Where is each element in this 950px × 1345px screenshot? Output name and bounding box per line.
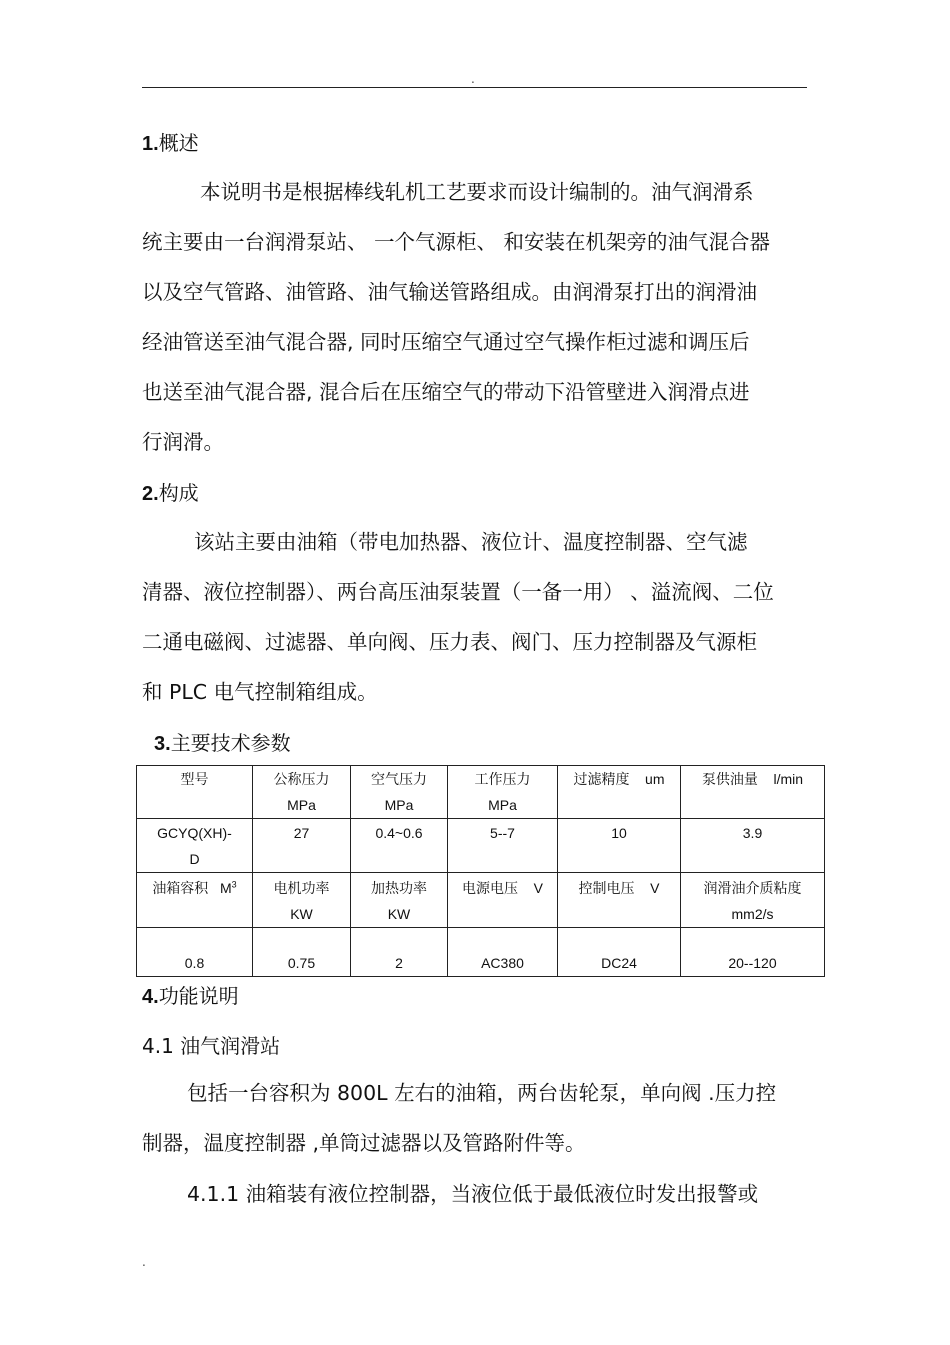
paragraph-line: 4.1.1 油箱装有液位控制器，当液位低于最低液位时发出报警或 (187, 1182, 759, 1206)
section-number: 4. (142, 986, 159, 1008)
section-1-heading (142, 131, 199, 156)
section-title: 功能说明 (158, 984, 239, 1008)
paragraph-line: 统主要由一台润滑泵站、 一个气源柜、 和安装在机架旁的油气混合器 (142, 230, 771, 254)
table-cell: 型号 (137, 766, 253, 819)
header-mark: . (471, 72, 475, 86)
section-4-heading (142, 984, 239, 1009)
table-cell: 20--120 (681, 928, 825, 977)
table-row (137, 873, 825, 928)
paragraph-line: 行润滑。 (142, 430, 224, 454)
section-3-heading (154, 731, 291, 756)
table-cell: 公称压力 MPa (253, 766, 351, 819)
paragraph-line: 包括一台容积为 800L 左右的油箱，两台齿轮泵，单向阀 .压力控 (187, 1081, 777, 1105)
table-cell: 工作压力 MPa (448, 766, 558, 819)
section-number: 3. (154, 733, 171, 755)
section-title: 主要技术参数 (170, 731, 291, 755)
table-cell: 3.9 (681, 819, 825, 873)
paragraph-line: 以及空气管路、油管路、油气输送管路组成。由润滑泵打出的润滑油 (142, 280, 757, 304)
table-row (137, 819, 825, 873)
table-cell: 空气压力 MPa (351, 766, 448, 819)
table-cell: 泵供油量 l/min (681, 766, 825, 819)
table-cell: 0.4~0.6 (351, 819, 448, 873)
table-row (137, 766, 825, 819)
table-cell: 油箱容积 $M^3$ (137, 873, 253, 928)
table-cell: AC380 (448, 928, 558, 977)
section-number: 1. (142, 133, 159, 155)
section-title: 概述 (158, 131, 199, 155)
table-cell: 电机功率 KW (253, 873, 351, 928)
table-cell: 0.75 (253, 928, 351, 977)
paragraph-line: 该站主要由油箱（带电加热器、液位计、温度控制器、空气滤 (194, 530, 748, 554)
table-cell: 0.8 (137, 928, 253, 977)
footer-mark: . (142, 1255, 146, 1269)
parameters-table (136, 765, 825, 977)
paragraph-line: 本说明书是根据棒线轧机工艺要求而设计编制的。油气润滑系 (200, 180, 754, 204)
table-cell: 润滑油介质粘度 mm2/s (681, 873, 825, 928)
table-cell: 27 (253, 819, 351, 873)
paragraph-line: 清器、液位控制器）、两台高压油泵装置（一备一用） 、溢流阀、二位 (142, 580, 774, 604)
section-2-heading (142, 481, 199, 506)
paragraph-line: 制器，温度控制器 ,单筒过滤器以及管路附件等。 (142, 1131, 586, 1155)
table-cell: 2 (351, 928, 448, 977)
section-title: 构成 (158, 481, 199, 505)
paragraph-line: 和 PLC 电气控制箱组成。 (142, 680, 378, 704)
table-cell: 5--7 (448, 819, 558, 873)
table-cell: 过滤精度 um (558, 766, 681, 819)
paragraph-line: 也送至油气混合器, 混合后在压缩空气的带动下沿管壁进入润滑点进 (142, 380, 750, 404)
subsection-4-1-heading: 4.1 油气润滑站 (142, 1034, 281, 1058)
table-cell: 加热功率 KW (351, 873, 448, 928)
section-number: 2. (142, 483, 159, 505)
table-cell: 控制电压 V (558, 873, 681, 928)
table-cell: DC24 (558, 928, 681, 977)
paragraph-line: 二通电磁阀、过滤器、单向阀、压力表、阀门、压力控制器及气源柜 (142, 630, 757, 654)
table-row (137, 928, 825, 977)
table-cell: 电源电压 V (448, 873, 558, 928)
table-cell: GCYQ(XH)- D (137, 819, 253, 873)
table-cell: 10 (558, 819, 681, 873)
paragraph-line: 经油管送至油气混合器, 同时压缩空气通过空气操作柜过滤和调压后 (142, 330, 750, 354)
header-rule (142, 87, 807, 88)
